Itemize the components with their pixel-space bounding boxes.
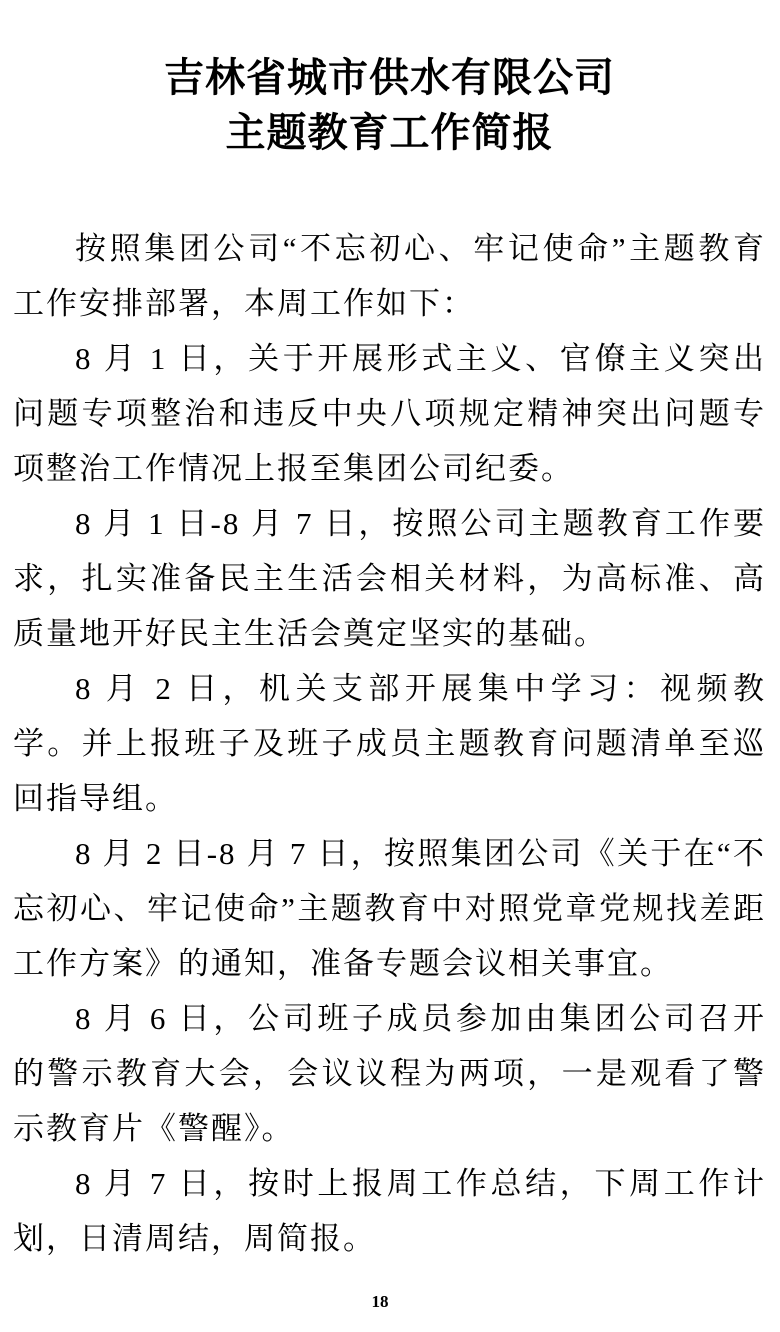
document-title — [13, 0, 766, 160]
body-paragraph-aug6: 8 月 6 日，公司班子成员参加由集团公司召开的警示教育大会，会议议程为两项，一是观看了警示教育片《警醒》。 — [13, 1001, 766, 1146]
page-number: 18 — [371, 1292, 389, 1311]
body-paragraph-aug1-7: 8 月 1 日-8 月 7 日，按照公司主题教育工作要求，扎实准备民主生活会相关材料，为高标准、高质量地开好民主生活会奠定坚实的基础。 — [13, 506, 766, 651]
title-line-company: 吉林省城市供水有限公司 — [164, 55, 615, 100]
title-line-subject: 主题教育工作简报 — [225, 110, 554, 155]
body-paragraph-aug2-7: 8 月 2 日-8 月 7 日，按照集团公司《关于在“不忘初心、牢记使命”主题教育中对照党章党规找差距工作方案》的通知，准备专题会议相关事宜。 — [13, 836, 766, 981]
document-body — [13, 221, 766, 1266]
body-paragraph-aug2: 8 月 2 日，机关支部开展集中学习：视频教学。并上报班子及班子成员主题教育问题清单至巡回指导组。 — [13, 671, 766, 816]
body-paragraph-aug7: 8 月 7 日，按时上报周工作总结，下周工作计划，日清周结，周简报。 — [13, 1166, 766, 1256]
body-paragraph-aug1: 8 月 1 日，关于开展形式主义、官僚主义突出问题专项整治和违反中央八项规定精神突出问题专项整治工作情况上报至集团公司纪委。 — [13, 341, 766, 486]
body-paragraph-intro: 按照集团公司“不忘初心、牢记使命”主题教育工作安排部署，本周工作如下： — [13, 231, 766, 321]
